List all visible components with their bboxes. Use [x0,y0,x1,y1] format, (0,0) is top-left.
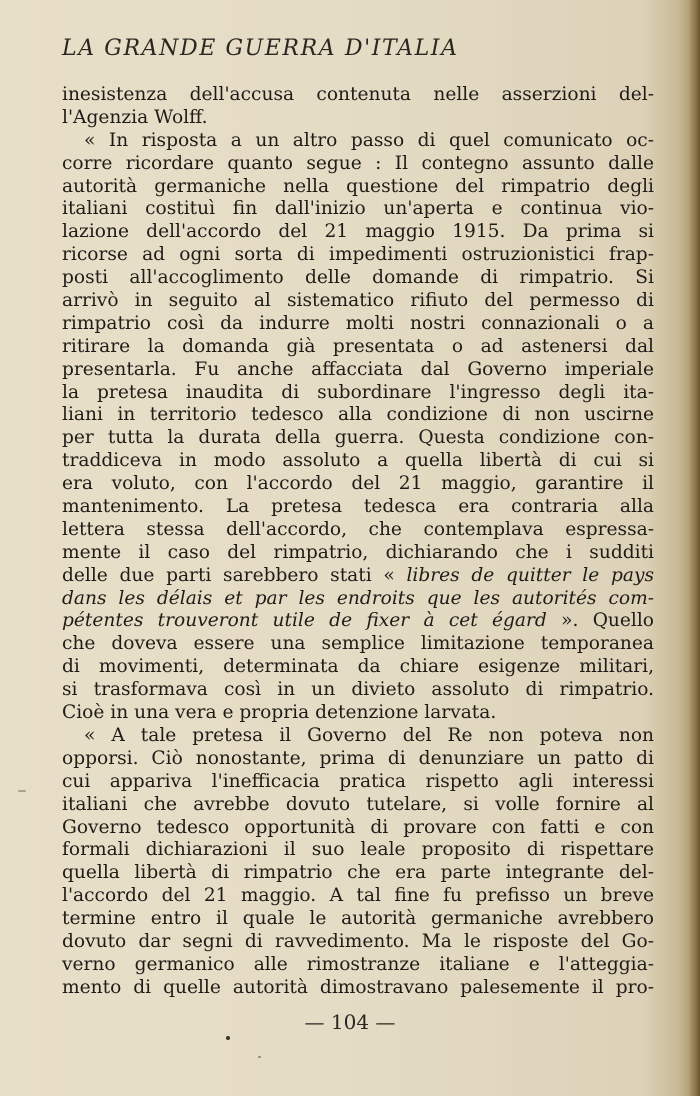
text-line: italiani che avrebbe dovuto tutelare, si volle fornire al [62,793,654,815]
ink-speck [18,790,26,792]
text-line: presentarla. Fu anche affacciata dal Governo imperiale [62,358,654,380]
text-line: arrivò in seguito al sistematico rifiuto del permesso di [62,290,654,312]
text-line: mente il caso del rimpatrio, dichiarando che i sudditi [62,541,654,563]
text-line: cui appariva l'inefficacia pratica rispetto agli interessi [62,770,654,792]
text-line: era voluto, con l'accordo del 21 maggio, garantire il [62,473,654,495]
text-line: verno germanico alle rimostranze italiane e l'atteggia- [62,953,654,975]
ink-speck [226,1036,230,1040]
text-line: mantenimento. La pretesa tedesca era contraria alla [62,496,654,518]
text-line: « In risposta a un altro passo di quel comunicato oc- [84,129,654,151]
text-line: lettera stessa dell'accordo, che contemplava espressa- [62,518,654,540]
text-line: per tutta la durata della guerra. Questa condizione con- [62,427,654,449]
text-line: lazione dell'accordo del 21 maggio 1915. Da prima si [62,221,654,243]
text-line: italiani costituì fin dall'inizio un'aperta e continua vio- [62,198,654,220]
body-text [62,84,654,1000]
ink-speck [258,1056,261,1058]
text-line: di movimenti, determinata da chiare esigenze militari, [62,656,654,678]
text-line: quella libertà di rimpatrio che era parte integrante del- [62,862,654,884]
text-line: autorità germaniche nella questione del rimpatrio degli [62,175,654,197]
text-line: la pretesa inaudita di subordinare l'ingresso degli ita- [62,381,654,403]
text-line: inesistenza dell'accusa contenuta nelle asserzioni del- [62,84,654,105]
text-line: traddiceva in modo assoluto a quella libertà di cui si [62,450,654,472]
page-edge-shadow [688,0,700,1096]
text-line: Cioè in una vera e propria detenzione larvata. [62,702,497,724]
text-line: dovuto dar segni di ravvedimento. Ma le risposte del Go- [62,930,654,952]
text-line: si trasformava così in un divieto assoluto di rimpatrio. [62,679,654,701]
text-line: corre ricordare quanto segue : Il contegno assunto dalle [62,152,654,174]
text-line: ricorse ad ogni sorta di impedimenti ostruzionistici frap- [62,244,654,266]
text-line: dans les délais et par les endroits que les autorités com- [62,587,654,609]
text-line: posti all'accoglimento delle domande di rimpatrio. Si [62,267,654,289]
running-head: LA GRANDE GUERRA D'ITALIA [62,36,459,61]
text-line: che doveva essere una semplice limitazione temporanea [62,633,654,655]
text-line: pétentes trouveront utile de fixer à cet égard ». Quello [62,610,655,632]
text-line: Governo tedesco opportunità di provare con fatti e con [62,816,654,838]
text-line: formali dichiarazioni il suo leale proposito di rispettare [62,839,654,861]
text-line: l'Agenzia Wolff. [62,106,208,128]
text-line: termine entro il quale le autorità germaniche avrebbero [62,908,654,930]
page-number: — 104 — [304,1010,396,1034]
text-line: opporsi. Ciò nonostante, prima di denunziare un patto di [62,747,654,769]
text-line: l'accordo del 21 maggio. A tal fine fu prefisso un breve [62,885,654,907]
text-line: liani in territorio tedesco alla condizione di non uscirne [62,404,654,426]
text-line: ritirare la domanda già presentata o ad astenersi dal [62,335,654,357]
text-line: mento di quelle autorità dimostravano palesemente il pro- [62,976,654,998]
text-line: « A tale pretesa il Governo del Re non poteva non [84,724,654,746]
text-line: delle due parti sarebbero stati « libres de quitter le pays [62,564,654,586]
text-line: rimpatrio così da indurre molti nostri connazionali o a [62,312,654,334]
